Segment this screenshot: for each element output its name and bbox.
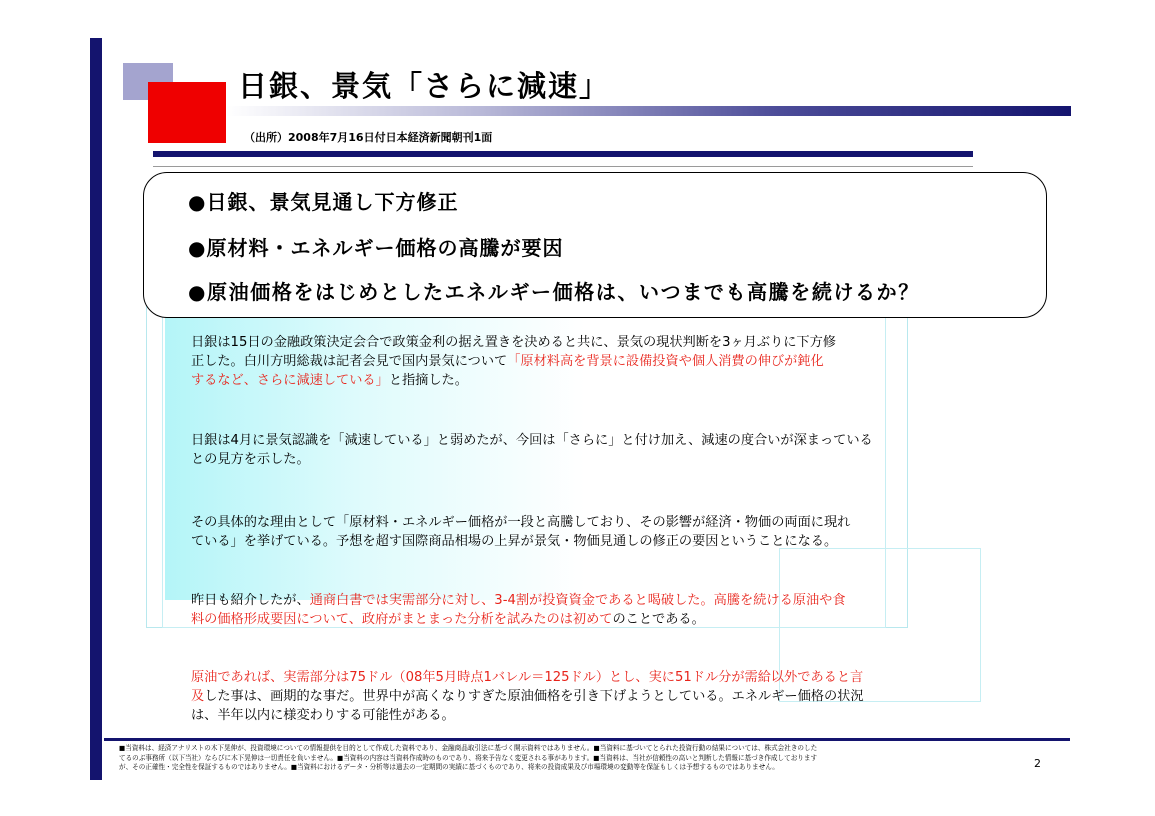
paragraph-line (191, 352, 836, 371)
footer-divider-bar (104, 738, 1070, 741)
paragraph-1 (191, 333, 836, 390)
paragraph-line: との見方を示した。 (191, 452, 310, 467)
paragraph-line: は、半年以内に様変わりする可能性がある。 (191, 708, 455, 723)
paragraph-line (191, 687, 864, 706)
highlight-span: 及 (191, 689, 205, 704)
paragraph-line: 日銀は15日の金融政策決定会合で政策金利の据え置きを決めると共に、景気の現状判断を3ヶ月ぶりに下方修 (191, 335, 836, 350)
highlight-span: 料の価格形成要因について、政府がまとまった分析を試みたのは初めて (191, 612, 613, 627)
source-citation: （出所）2008年7月16日付日本経済新聞朝刊1面 (244, 131, 493, 144)
page-number: 2 (1034, 757, 1041, 770)
paragraph-2 (191, 431, 873, 469)
text-span: 昨日も紹介したが、 (191, 593, 310, 608)
paragraph-4 (191, 591, 846, 629)
paragraph-line (191, 591, 846, 610)
paragraph-line: その具体的な理由として「原材料・エネルギー価格が一段と高騰しており、その影響が経済・物価の両面に現れ (191, 515, 851, 530)
disclaimer-line: が、その正確性・完全性を保証するものではありません。■当資料におけるデータ・分析等は過去の一定期間の実績に基づくものであり、将来の投資成果及び市場環境の変動等を保証もしくは予想するものではありません。 (119, 763, 779, 771)
text-span: 正した。白川方明総裁は記者会見で国内景気について (191, 354, 508, 369)
key-point-1: ●日銀、景気見通し下方修正 (188, 190, 459, 214)
paragraph-line: 日銀は4月に景気認識を「減速している」と弱めたが、今回は「さらに」と付け加え、減速の度合いが深まっている (191, 433, 873, 448)
disclaimer-line: ■当資料は、経済アナリストの木下晃伸が、投資環境についての情報提供を目的として作成した資料であり、金融商品取引法に基づく開示資料ではありません。■当資料に基づいてとられた投資行動の結果については、株式会社きのした (119, 744, 818, 752)
text-span: のことである。 (612, 612, 705, 627)
text-span: と指摘した。 (388, 373, 468, 388)
paragraph-line (191, 371, 836, 390)
text-span: した事は、画期的な事だ。世界中が高くなりすぎた原油価格を引き下げようとしている。エネルギー価格の状況 (204, 689, 864, 704)
title-decoration-red-square (148, 82, 226, 143)
paragraph-line: ている」を挙げている。予想を超す国際商品相場の上昇が景気・物価見通しの修正の要因ということになる。 (191, 534, 838, 549)
disclaimer-text (119, 744, 999, 773)
key-point-2: ●原材料・エネルギー価格の高騰が要因 (188, 236, 564, 260)
slide-title: 日銀、景気「さらに減速」 (238, 69, 611, 103)
source-divider-bar (153, 151, 973, 157)
highlight-span: 「原材料高を背景に設備投資や個人消費の伸びが鈍化 (507, 354, 824, 369)
title-underline-gradient (226, 106, 1071, 116)
source-divider-line (153, 166, 973, 167)
disclaimer-line: てるのぶ事務所（以下当社）ならびに木下晃伸は一切責任を負いません。■当資料の内容は当資料作成時のものであり、将来予告なく変更される事があります。■当資料は、当社が信頼性の高いと判断した情報に基づき作成しております (119, 753, 818, 762)
highlight-span: するなど、さらに減速している」 (191, 373, 389, 388)
paragraph-line (191, 610, 846, 629)
left-accent-bar (90, 38, 102, 780)
paragraph-3 (191, 513, 850, 551)
highlight-span: 通商白書では実需部分に対し、3-4割が投資資金であると喝破した。高騰を続ける原油や食 (309, 593, 846, 608)
paragraph-line: 原油であれば、実需部分は75ドル（08年5月時点1バレル＝125ドル）とし、実に51ドル分が需給以外であると言 (191, 670, 864, 685)
paragraph-5 (191, 668, 864, 725)
key-point-3: ●原油価格をはじめとしたエネルギー価格は、いつまでも高騰を続けるか？ (188, 280, 920, 304)
